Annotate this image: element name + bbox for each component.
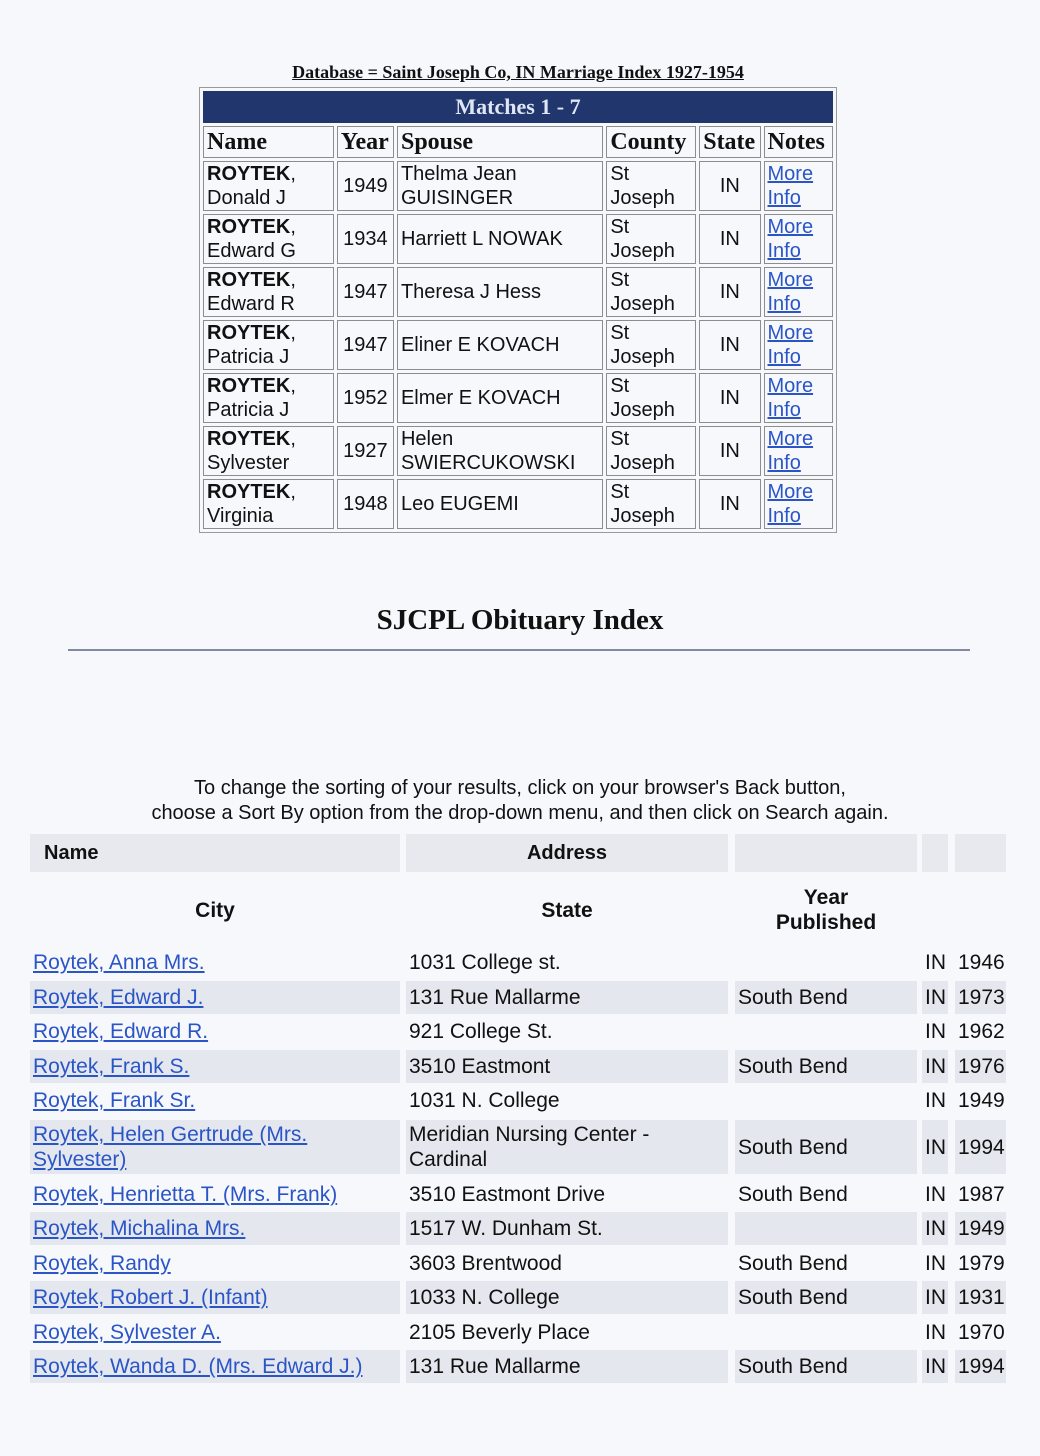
county-cell: St Joseph [606,267,696,317]
obit-city-cell [735,1247,917,1280]
table-row [203,267,833,317]
year-value: 1949 [958,1089,1005,1112]
address-value: Meridian Nursing Center - Cardinal [409,1123,650,1171]
obit-city-cell [735,1281,917,1314]
address-value: 1031 N. College [409,1089,560,1112]
year-value: 1949 [958,1217,1005,1240]
obit-name-cell [30,1015,400,1048]
obit-state-cell [922,1247,948,1280]
obit-address-cell [406,1050,728,1083]
state-value: IN [925,1252,946,1275]
spouse-cell: Leo EUGEMI [397,479,603,529]
table-row [203,320,833,370]
obit-city-cell [735,1050,917,1083]
obit-address-cell [406,1350,728,1383]
header-name-cell [30,834,400,872]
matches-banner: Matches 1 - 7 [203,91,833,123]
obit-state-cell [922,1178,948,1211]
obit-year-cell [955,1316,1006,1349]
header-name: Name [203,126,334,158]
surname: ROYTEK [207,428,291,450]
obit-year-cell [955,1247,1006,1280]
obit-year-cell [955,1120,1006,1174]
instructions-line-2: choose a Sort By option from the drop-down menu, and then click on Search again. [151,802,889,824]
obit-state-cell [922,946,948,979]
spouse-cell: Helen SWIERCUKOWSKI [397,426,603,476]
given-name: Sylvester [207,452,290,474]
year-cell: 1934 [337,214,394,264]
obit-state-cell [922,1281,948,1314]
year-value: 1979 [958,1252,1005,1275]
obituary-name-link[interactable]: Roytek, Randy [33,1252,171,1275]
state-value: IN [925,1217,946,1240]
state-cell: IN [699,267,760,317]
notes-cell [764,373,834,423]
address-value: 3510 Eastmont [409,1055,551,1078]
city-value: South Bend [738,1135,848,1159]
more-info-link[interactable]: More Info [767,481,814,527]
city-value: South Bend [738,1183,848,1206]
state-cell: IN [699,373,760,423]
marriage-index-table [199,87,837,533]
address-value: 921 College St. [409,1020,553,1043]
obit-header-name: Name [44,842,99,864]
obit-year-cell [955,1178,1006,1211]
obit-state-cell [922,981,948,1014]
table-row [30,1247,1006,1280]
notes-cell [764,479,834,529]
year-value: 1976 [958,1055,1005,1078]
obituary-name-link[interactable]: Roytek, Wanda D. (Mrs. Edward J.) [33,1355,363,1378]
year-cell: 1949 [337,161,394,211]
surname: ROYTEK [207,375,291,397]
table-row [30,1050,1006,1083]
obit-address-cell [406,946,728,979]
table-row [30,1212,1006,1245]
table-row [30,1350,1006,1383]
spouse-cell: Theresa J Hess [397,267,603,317]
year-cell: 1947 [337,320,394,370]
city-value: South Bend [738,1355,848,1378]
table-row [203,161,833,211]
database-title: Database = Saint Joseph Co, IN Marriage Index 1927-1954 [292,62,744,82]
obituary-name-link[interactable]: Roytek, Michalina Mrs. [33,1217,246,1240]
city-value: South Bend [738,1286,848,1309]
header-county: County [606,126,696,158]
year-cell: 1927 [337,426,394,476]
obit-city-cell [735,981,917,1014]
more-info-link[interactable]: More Info [767,322,814,368]
name-cell: ROYTEK, Patricia J [203,320,334,370]
obit-name-cell [30,1281,400,1314]
more-info-link[interactable]: More Info [767,375,814,421]
name-cell: ROYTEK, Patricia J [203,373,334,423]
surname: ROYTEK [207,216,291,238]
obit-name-cell [30,1120,400,1174]
obituary-index-title: SJCPL Obituary Index [376,604,664,636]
obit-address-cell [406,981,728,1014]
header-state: State [699,126,760,158]
table-row [30,1120,1006,1174]
state-cell: IN [699,426,760,476]
header-blank-year [955,834,1006,872]
obit-city-cell [735,946,917,979]
notes-cell [764,426,834,476]
city-value: South Bend [738,1252,848,1275]
state-value: IN [925,1183,946,1206]
surname: ROYTEK [207,269,291,291]
more-info-link[interactable]: More Info [767,163,814,209]
state-value: IN [925,986,946,1009]
obit-name-cell [30,1178,400,1211]
address-value: 2105 Beverly Place [409,1321,590,1344]
spouse-cell: Elmer E KOVACH [397,373,603,423]
obit-name-cell [30,946,400,979]
obit-address-cell [406,1120,728,1174]
surname: ROYTEK [207,481,291,503]
obit-address-cell [406,1212,728,1245]
obit-city-cell [735,1178,917,1211]
obit-header-city: City [195,899,235,922]
obituary-name-link[interactable]: Roytek, Frank Sr. [33,1089,196,1112]
table-row [30,1015,1006,1048]
obituary-name-link[interactable]: Roytek, Robert J. (Infant) [33,1286,268,1309]
obit-year-cell [955,1212,1006,1245]
notes-cell [764,214,834,264]
year-value: 1987 [958,1183,1005,1206]
surname: ROYTEK [207,163,291,185]
given-name: Virginia [207,505,274,527]
address-value: 1033 N. College [409,1286,560,1309]
header-blank-city [735,834,917,872]
state-value: IN [925,1055,946,1078]
obituary-name-link[interactable]: Roytek, Edward J. [33,986,204,1009]
obit-city-cell [735,1212,917,1245]
obit-year-cell [955,1084,1006,1117]
name-cell: ROYTEK, Sylvester [203,426,334,476]
year-cell: 1948 [337,479,394,529]
table-row [30,981,1006,1014]
given-name: Edward G [207,240,296,262]
instructions-line-1: To change the sorting of your results, click on your browser's Back button, [194,777,846,799]
obit-state-cell [922,1050,948,1083]
spouse-cell: Harriett L NOWAK [397,214,603,264]
obit-year-cell [955,1350,1006,1383]
year-value: 1973 [958,986,1005,1009]
state-value: IN [925,1321,946,1344]
surname: ROYTEK [207,322,291,344]
notes-cell [764,161,834,211]
table-row [203,214,833,264]
address-value: 3603 Brentwood [409,1252,562,1275]
obit-address-cell [406,1178,728,1211]
obit-address-cell [406,1316,728,1349]
county-cell: St Joseph [606,214,696,264]
obit-state-cell [922,1212,948,1245]
year-value: 1931 [958,1286,1005,1309]
address-value: 131 Rue Mallarme [409,1355,581,1378]
obituary-name-link[interactable]: Roytek, Anna Mrs. [33,951,205,974]
obit-header-year-published [735,885,917,935]
obit-state-cell [922,1120,948,1174]
sort-instructions [0,776,1040,826]
obituary-name-link[interactable]: Roytek, Henrietta T. (Mrs. Frank) [33,1183,338,1206]
address-value: 3510 Eastmont Drive [409,1183,606,1206]
obit-city-cell [735,1316,917,1349]
obit-name-cell [30,981,400,1014]
more-info-link[interactable]: More Info [767,216,814,262]
city-value: South Bend [738,1055,848,1078]
obit-name-cell [30,1316,400,1349]
state-value: IN [925,1135,946,1159]
obit-year-cell [955,981,1006,1014]
name-cell: ROYTEK, Virginia [203,479,334,529]
year-value: 1962 [958,1020,1005,1043]
state-cell: IN [699,479,760,529]
obit-name-cell [30,1247,400,1280]
more-info-link[interactable]: More Info [767,428,814,474]
obit-city-cell [735,1120,917,1174]
state-value: IN [925,1355,946,1378]
given-name: Patricia J [207,399,290,421]
title-divider [68,649,970,651]
obit-year-cell [955,1015,1006,1048]
state-cell: IN [699,161,760,211]
obit-year-cell [955,946,1006,979]
table-row [203,426,833,476]
obit-address-cell [406,1247,728,1280]
header-year: Year [337,126,394,158]
obit-city-cell [735,1084,917,1117]
obit-name-cell [30,1350,400,1383]
county-cell: St Joseph [606,426,696,476]
obituary-name-link[interactable]: Roytek, Edward R. [33,1020,209,1043]
state-value: IN [925,951,946,974]
header-notes: Notes [764,126,834,158]
county-cell: St Joseph [606,373,696,423]
year-cell: 1947 [337,267,394,317]
obit-year-cell [955,1050,1006,1083]
year-header-line-2: Published [775,911,877,934]
obit-name-cell [30,1212,400,1245]
given-name: Donald J [207,187,286,209]
address-value: 1031 College st. [409,951,561,974]
header-spouse: Spouse [397,126,603,158]
header-blank-state [922,834,948,872]
table-row [203,373,833,423]
year-value: 1970 [958,1321,1005,1344]
notes-cell [764,320,834,370]
name-cell: ROYTEK, Edward G [203,214,334,264]
county-cell: St Joseph [606,161,696,211]
obit-year-cell [955,1281,1006,1314]
year-cell: 1952 [337,373,394,423]
table-row [30,946,1006,979]
county-cell: St Joseph [606,479,696,529]
year-header-line-1: Year [803,886,849,909]
obit-city-cell [735,1350,917,1383]
given-name: Edward R [207,293,295,315]
table-row [30,1316,1006,1349]
obit-state-cell [922,1350,948,1383]
obit-state-cell [922,1084,948,1117]
obituary-name-link[interactable]: Roytek, Helen Gertrude (Mrs. Sylvester) [33,1123,308,1171]
address-value: 131 Rue Mallarme [409,986,581,1009]
obit-name-cell [30,1050,400,1083]
header-address-cell [406,834,728,872]
obit-header-address: Address [526,842,608,864]
state-value: IN [925,1286,946,1309]
obit-address-cell [406,1281,728,1314]
given-name: Patricia J [207,346,290,368]
year-value: 1946 [958,951,1005,974]
obit-address-cell [406,1084,728,1117]
year-value: 1994 [958,1135,1005,1159]
county-cell: St Joseph [606,320,696,370]
table-row [30,1178,1006,1211]
spouse-cell: Thelma Jean GUISINGER [397,161,603,211]
state-value: IN [925,1089,946,1112]
spouse-cell: Eliner E KOVACH [397,320,603,370]
name-cell: ROYTEK, Donald J [203,161,334,211]
address-value: 1517 W. Dunham St. [409,1217,603,1240]
obit-state-cell [922,1316,948,1349]
obit-city-cell [735,1015,917,1048]
name-cell: ROYTEK, Edward R [203,267,334,317]
obit-header-state: State [541,899,593,922]
obituary-name-link[interactable]: Roytek, Frank S. [33,1055,190,1078]
more-info-link[interactable]: More Info [767,269,814,315]
obit-state-cell [922,1015,948,1048]
table-row [203,479,833,529]
year-value: 1994 [958,1355,1005,1378]
state-cell: IN [699,214,760,264]
obit-name-cell [30,1084,400,1117]
table-row [30,1084,1006,1117]
table-row [30,1281,1006,1314]
state-value: IN [925,1020,946,1043]
state-cell: IN [699,320,760,370]
obit-address-cell [406,1015,728,1048]
city-value: South Bend [738,986,848,1009]
notes-cell [764,267,834,317]
obituary-name-link[interactable]: Roytek, Sylvester A. [33,1321,221,1344]
